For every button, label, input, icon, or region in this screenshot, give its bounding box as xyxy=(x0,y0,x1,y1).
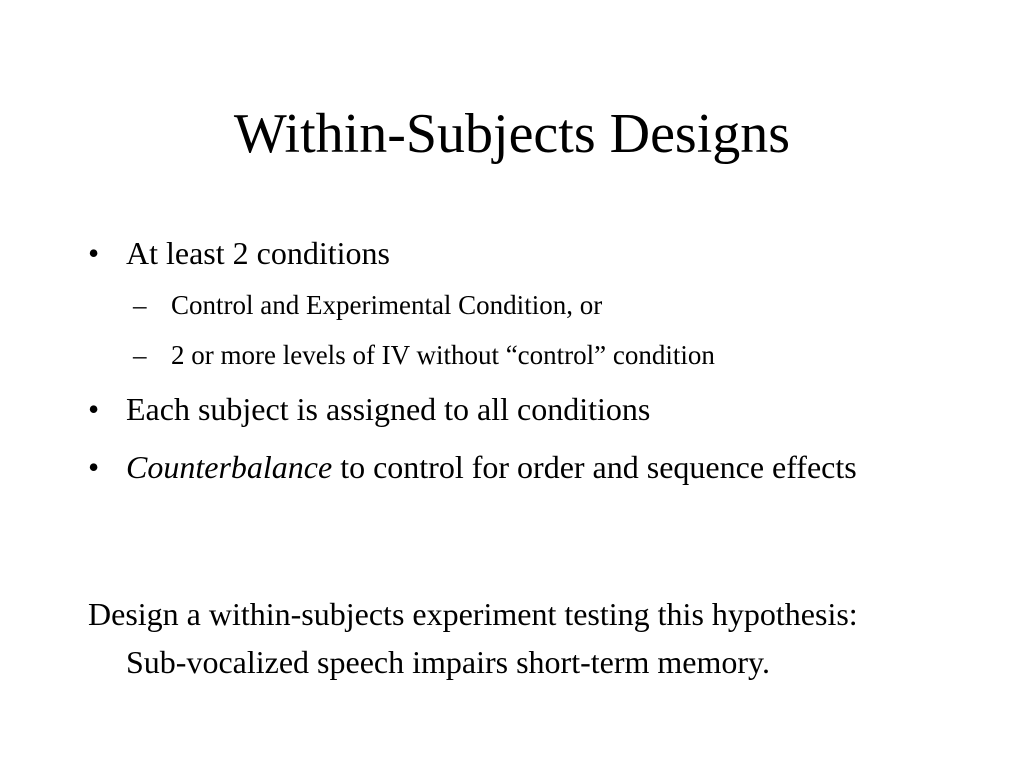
bullet-marker: • xyxy=(88,449,100,485)
sub-bullet-text: Control and Experimental Condition, or xyxy=(171,290,603,320)
bullet-marker: • xyxy=(88,391,100,427)
bullet-text: Each subject is assigned to all conditions xyxy=(126,391,651,427)
sub-bullet-marker: – xyxy=(133,290,147,320)
bullet-text-rest: to control for order and sequence effects xyxy=(332,449,857,485)
bullet-text xyxy=(88,443,938,491)
bullet-item xyxy=(88,443,938,491)
bullet-marker: • xyxy=(88,235,100,271)
bullet-item xyxy=(88,385,938,433)
bullet-text: At least 2 conditions xyxy=(126,235,390,271)
bullet-item xyxy=(88,229,938,277)
prompt-line-2: Sub-vocalized speech impairs short-term memory. xyxy=(126,644,770,680)
sub-bullet-item xyxy=(133,285,953,325)
sub-bullet-text: 2 or more levels of IV without “control” condition xyxy=(171,340,715,370)
slide-title: Within-Subjects Designs xyxy=(233,103,791,165)
exercise-prompt xyxy=(88,590,1006,686)
prompt-line-1: Design a within-subjects experiment testing this hypothesis: xyxy=(88,596,858,632)
sub-bullet-item xyxy=(133,335,953,375)
emphasis-term: Counterbalance xyxy=(126,449,333,485)
sub-bullet-marker: – xyxy=(133,340,147,370)
